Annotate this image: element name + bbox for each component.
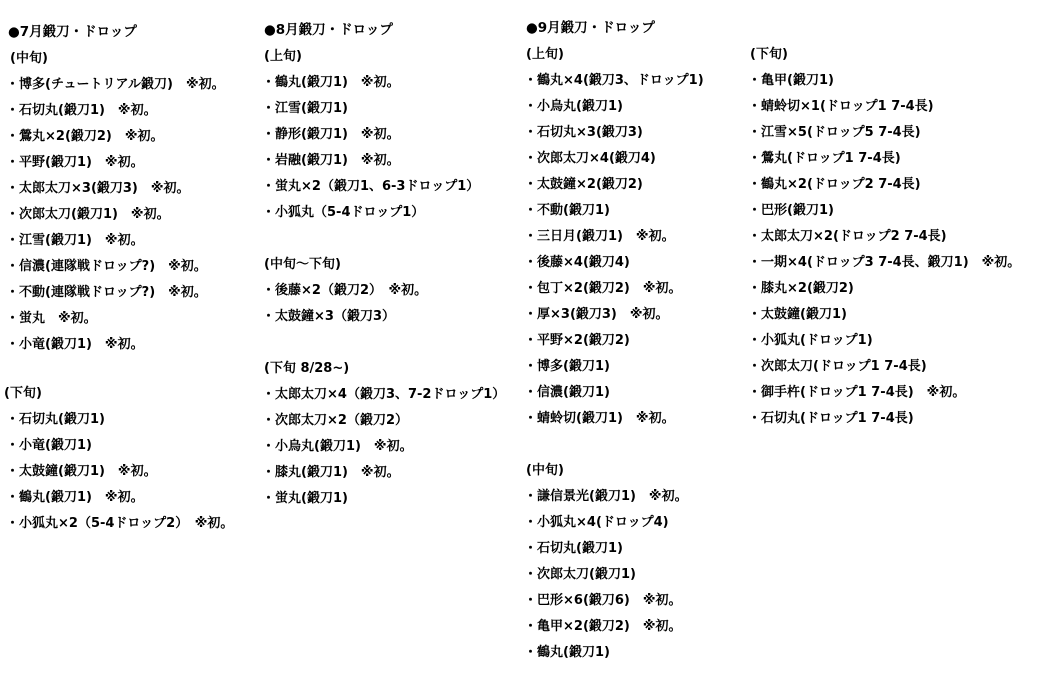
list-item: ・博多(鍛刀1) xyxy=(524,359,610,374)
list-item: ・謙信景光(鍛刀1) ※初。 xyxy=(524,489,688,504)
list-item: ・不動(鍛刀1) xyxy=(524,203,610,218)
list-item: ・太鼓鐘(鍛刀1) ※初。 xyxy=(6,464,157,479)
list-item: ・太郎太刀×4（鍛刀3、7-2ドロップ1） xyxy=(262,387,506,402)
list-item: ・太鼓鐘×3（鍛刀3） xyxy=(262,309,395,324)
list-item: ・巴形×6(鍛刀6) ※初。 xyxy=(524,593,682,608)
list-item: ・包丁×2(鍛刀2) ※初。 xyxy=(524,281,682,296)
section-label: (中旬～下旬) xyxy=(264,257,341,272)
section-label: (上旬) xyxy=(264,49,302,64)
list-item: ・膝丸×2(鍛刀2) xyxy=(748,281,854,296)
list-item: ・小狐丸×4(ドロップ4) xyxy=(524,515,669,530)
list-item: ・信濃(鍛刀1) xyxy=(524,385,610,400)
list-item: ・次郎太刀(鍛刀1) xyxy=(524,567,636,582)
list-item: ・石切丸×3(鍛刀3) xyxy=(524,125,643,140)
list-item: ・小烏丸(鍛刀1) xyxy=(524,99,623,114)
list-item: ・鶴丸(鍛刀1) ※初。 xyxy=(262,75,400,90)
list-item: ・江雪(鍛刀1) ※初。 xyxy=(6,233,144,248)
list-item: ・小竜(鍛刀1) ※初。 xyxy=(6,337,144,352)
list-item: ・後藤×4(鍛刀4) xyxy=(524,255,630,270)
list-item: ・石切丸(鍛刀1) xyxy=(524,541,623,556)
list-item: ・蜻蛉切(鍛刀1) ※初。 xyxy=(524,411,675,426)
section-label: (下旬) xyxy=(4,386,42,401)
list-item: ・太鼓鐘×2(鍛刀2) xyxy=(524,177,643,192)
list-item: ・一期×4(ドロップ3 7-4長、鍛刀1) ※初。 xyxy=(748,255,1021,270)
list-item: ・蜻蛉切×1(ドロップ1 7-4長) xyxy=(748,99,934,114)
list-item: ・蛍丸 ※初。 xyxy=(6,311,97,326)
list-item: ・三日月(鍛刀1) ※初。 xyxy=(524,229,675,244)
list-item: ・蛍丸(鍛刀1) xyxy=(262,491,348,506)
column-title: ●8月鍛刀・ドロップ xyxy=(264,22,393,38)
list-item: ・信濃(連隊戦ドロップ?) ※初。 xyxy=(6,259,207,274)
list-item: ・鶴丸×4(鍛刀3、ドロップ1) xyxy=(524,73,704,88)
section-label: (下旬) xyxy=(750,47,788,62)
list-item: ・小竜(鍛刀1) xyxy=(6,438,92,453)
section-label: (中旬) xyxy=(526,463,564,478)
list-item: ・石切丸(鍛刀1) xyxy=(6,412,105,427)
list-item: ・後藤×2（鍛刀2） ※初。 xyxy=(262,283,428,298)
list-item: ・太郎太刀×2(ドロップ2 7-4長) xyxy=(748,229,947,244)
list-item: ・太郎太刀×3(鍛刀3) ※初。 xyxy=(6,181,190,196)
list-item: ・小狐丸(ドロップ1) xyxy=(748,333,873,348)
list-item: ・平野×2(鍛刀2) xyxy=(524,333,630,348)
list-item: ・次郎太刀×2（鍛刀2） xyxy=(262,413,408,428)
list-item: ・平野(鍛刀1) ※初。 xyxy=(6,155,144,170)
list-item: ・巴形(鍛刀1) xyxy=(748,203,834,218)
list-item: ・蛍丸×2（鍛刀1、6-3ドロップ1） xyxy=(262,179,480,194)
section-label: (中旬) xyxy=(10,51,48,66)
list-item: ・次郎太刀×4(鍛刀4) xyxy=(524,151,656,166)
list-item: ・岩融(鍛刀1) ※初。 xyxy=(262,153,400,168)
list-item: ・小烏丸(鍛刀1) ※初。 xyxy=(262,439,413,454)
list-item: ・厚×3(鍛刀3) ※初。 xyxy=(524,307,669,322)
list-item: ・江雪(鍛刀1) xyxy=(262,101,348,116)
list-item: ・鶴丸×2(ドロップ2 7-4長) xyxy=(748,177,921,192)
list-item: ・石切丸(ドロップ1 7-4長) xyxy=(748,411,914,426)
list-item: ・次郎太刀(ドロップ1 7-4長) xyxy=(748,359,927,374)
column-title: ●7月鍛刀・ドロップ xyxy=(8,24,137,40)
list-item: ・小狐丸×2（5-4ドロップ2） ※初。 xyxy=(6,516,234,531)
list-item: ・鶴丸(鍛刀1) ※初。 xyxy=(6,490,144,505)
list-item: ・江雪×5(ドロップ5 7-4長) xyxy=(748,125,921,140)
list-item: ・静形(鍛刀1) ※初。 xyxy=(262,127,400,142)
list-item: ・御手杵(ドロップ1 7-4長) ※初。 xyxy=(748,385,966,400)
list-item: ・小狐丸（5-4ドロップ1） xyxy=(262,205,425,220)
section-label: (下旬 8/28~) xyxy=(264,361,350,376)
list-item: ・鶴丸(鍛刀1) xyxy=(524,645,610,660)
list-item: ・石切丸(鍛刀1) ※初。 xyxy=(6,103,157,118)
list-item: ・博多(チュートリアル鍛刀) ※初。 xyxy=(6,77,225,92)
list-item: ・不動(連隊戦ドロップ?) ※初。 xyxy=(6,285,207,300)
column-title: ●9月鍛刀・ドロップ xyxy=(526,20,655,36)
list-item: ・鶯丸×2(鍛刀2) ※初。 xyxy=(6,129,164,144)
list-item: ・膝丸(鍛刀1) ※初。 xyxy=(262,465,400,480)
list-item: ・次郎太刀(鍛刀1) ※初。 xyxy=(6,207,170,222)
list-item: ・鶯丸(ドロップ1 7-4長) xyxy=(748,151,901,166)
section-label: (上旬) xyxy=(526,47,564,62)
list-item: ・亀甲×2(鍛刀2) ※初。 xyxy=(524,619,682,634)
list-item: ・太鼓鐘(鍛刀1) xyxy=(748,307,847,322)
list-item: ・亀甲(鍛刀1) xyxy=(748,73,834,88)
